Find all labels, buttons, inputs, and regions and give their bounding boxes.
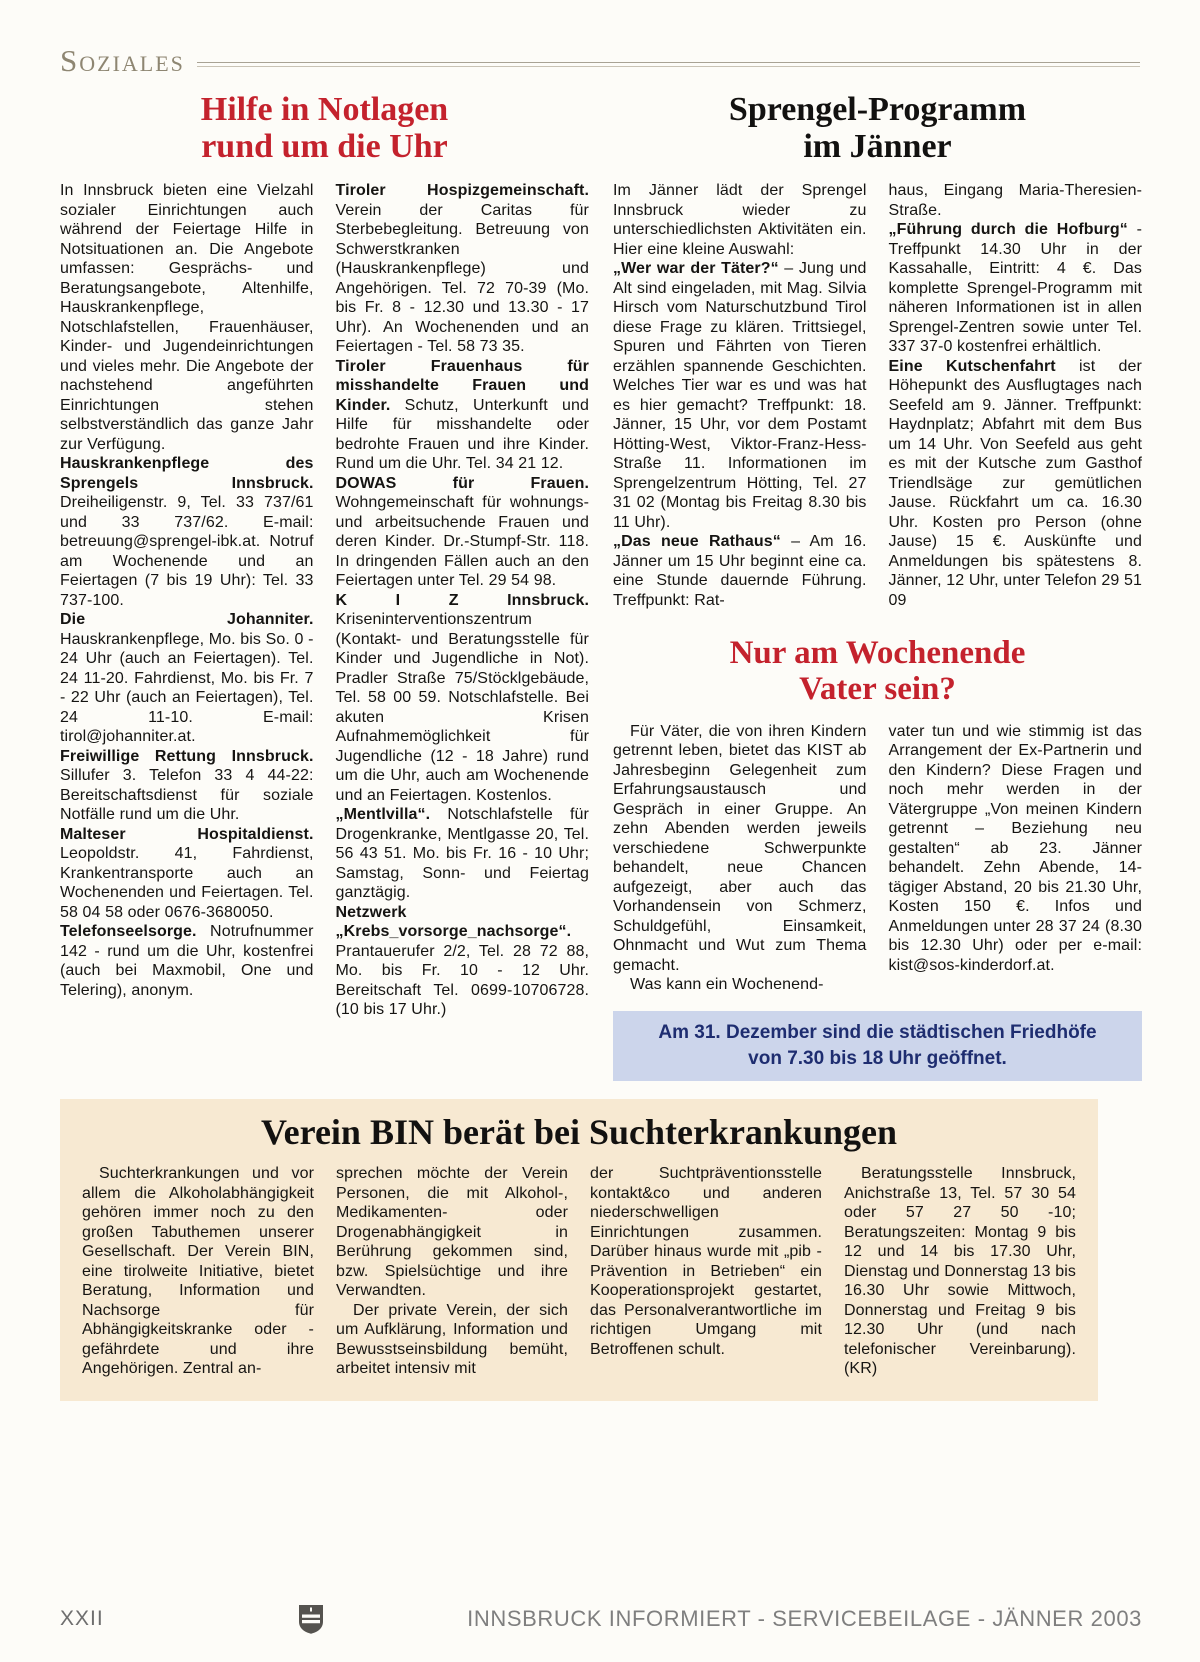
paragraph-text: Sillufer 3. Telefon 33 4 44-22: Bereitschaftsdienst für soziale Notfälle rund um die Uhr. — [60, 767, 314, 824]
headline-line: Sprengel-Programm — [728, 91, 1027, 128]
paragraph-text: Kriseninterventionszentrum (Kontakt- und Beratungsstelle für Kinder und Jugendliche in Not). Pradler Straße 75/Stöcklgebäude, Tel. 58 00 59. Notschlafstelle. Bei akuten Krisen Aufnahmemöglichkeit für Jugendliche (12 - 18 Jahre) rund um die Uhr, auch am Wochenende und an Feiertagen. Kostenlos. — [335, 611, 589, 804]
paragraph-text: Prantauerufer 2/2, Tel. 28 72 88, Mo. bis Fr. 10 - 12 Uhr. Bereitschaft Tel. 0699-10706728. (10 bis 17 Uhr.) — [335, 942, 589, 1019]
headline-line: Vater sein? — [799, 671, 956, 708]
paragraph-lead: Hauskrankenpflege des Sprengels Innsbruck. — [60, 455, 314, 492]
paragraph — [844, 1164, 1076, 1379]
header-rule — [197, 62, 1140, 67]
headline-line: Hilfe in Notlagen — [200, 91, 449, 128]
paragraph — [613, 532, 867, 610]
section-header — [60, 40, 1142, 76]
paragraph — [60, 747, 314, 825]
article-sprengel — [613, 92, 1142, 610]
text-column — [336, 1164, 568, 1379]
paragraph — [889, 357, 1143, 611]
notice-line: von 7.30 bis 18 Uhr geöffnet. — [748, 1047, 1007, 1069]
content-grid — [60, 90, 1142, 1081]
text-column — [613, 181, 867, 610]
friedhof-notice-box — [613, 1011, 1142, 1081]
paragraph-text: Dreiheiligenstr. 9, Tel. 33 737/61 und 33 737/62. E-mail: betreuung@sprengel-ibk.at. Notruf am Wochenende und an Feiertagen (7 bis 19 Uhr): Tel. 33 737-100. — [60, 494, 314, 609]
paragraph — [613, 259, 867, 532]
paragraph-lead: „Das neue Rathaus“ — [613, 533, 792, 551]
paragraph-lead: „Führung durch die Hofburg“ — [888, 221, 1137, 239]
paragraph-text: Im Jänner lädt der Sprengel Innsbruck wieder zu unterschiedlichsten Aktivitäten ein. Hier eine kleine Auswahl: — [613, 182, 867, 258]
paragraph — [336, 1301, 568, 1379]
paragraph-text: Hauskrankenpflege, Mo. bis So. 0 - 24 Uhr (auch an Feiertagen). Tel. 24 11-20. Fahrdienst, Mo. bis Fr. 7 - 22 Uhr (auch an Feiertagen), Tel. 24 11-10. E-mail: tirol@johanniter.at. — [60, 630, 314, 746]
paragraph-text: - Treffpunkt 14.30 Uhr in der Kassahalle, Eintritt: 4 €. Das komplette Sprengel-Programm mit näheren Informationen ist in allen Sprengel-Zentren sowie unter Tel. 337 37-0 kostenfrei erhältlich. — [888, 221, 1142, 356]
paragraph — [613, 722, 867, 976]
headline-line: Nur am Wochenende — [729, 635, 1026, 672]
paragraph — [336, 903, 590, 1020]
paragraph-lead: „Wer war der Täter?“ — [613, 260, 785, 278]
text-column — [889, 722, 1143, 995]
paragraph-lead: Tiroler Hospizgemeinschaft. — [335, 182, 589, 200]
text-column — [590, 1164, 822, 1379]
paragraph — [613, 181, 867, 259]
article-vater — [613, 636, 1142, 994]
paragraph — [889, 722, 1143, 976]
paragraph-text: ist der Höhepunkt des Ausflugtages nach Seefeld am 9. Jänner. Treffpunkt: Haydnplatz; Abfahrt mit dem Bus um 14 Uhr. Von Seefeld aus geht es mit der Kutsche zum Gasthof Triendlsäge zur gemütlichen Jause. Rückfahrt um ca. 16.30 Uhr. Kosten pro Person (ohne Jause) 15 €. Auskünfte und Anmeldungen bis spätestens 8. Jänner, 12 Uhr, unter Telefon 29 51 09 — [888, 357, 1142, 609]
article-hilfe-columns — [60, 181, 589, 1020]
article-sprengel-title — [613, 92, 1142, 165]
paragraph — [60, 454, 314, 610]
paragraph-text: haus, Eingang Maria-Theresien-Straße. — [888, 182, 1142, 219]
page-footer — [60, 1558, 1142, 1634]
article-vater-title — [613, 636, 1142, 707]
paragraph — [60, 922, 314, 1000]
paragraph-text: Suchterkrankungen und vor allem die Alkoholabhängigkeit gehören immer noch zu den großen Tabuthemen unserer Gesellschaft. Der Verein BIN, eine tirolweite Initiative, bietet Beratung, Information und Nachsorge für Abhängigkeitskranke oder -gefährdete und ihre Angehörigen. Zentral an- — [82, 1165, 314, 1377]
headline-line: rund um die Uhr — [201, 127, 448, 165]
paragraph-lead: K I Z Innsbruck. — [335, 591, 589, 609]
paragraph-text: der Suchtpräventionsstelle kontakt&co und anderen niederschwelligen Einrichtungen zusammen. Darüber hinaus wurde mit „pib - Prävention in Betrieben“ ein Kooperationsprojekt gestartet, das Personalverantwortliche im richtigen Umgang mit Betroffenen schult. — [590, 1165, 822, 1358]
paragraph — [336, 357, 590, 474]
text-column — [336, 181, 590, 1020]
article-bin-title: Verein BIN berät bei Suchterkrankungen — [260, 1112, 898, 1153]
text-column — [82, 1164, 314, 1379]
paragraph — [590, 1164, 822, 1359]
paragraph — [60, 610, 314, 747]
paragraph-text: – Am 16. Jänner um 15 Uhr beginnt eine ca. eine Stunde dauernde Führung. Treffpunkt: Rat- — [613, 533, 867, 609]
article-hilfe — [60, 90, 589, 1081]
paragraph-text: Notrufnummer 142 - rund um die Uhr, kostenfrei (auch bei Maxmobil, One und Telering), anonym. — [60, 923, 314, 999]
paragraph — [336, 474, 590, 591]
paragraph-text: Der private Verein, der sich um Aufklärung, Information und Bewusstseinsbildung bemüht, arbeitet intensiv mit — [336, 1301, 568, 1377]
article-hilfe-title — [60, 92, 589, 165]
article-bin-columns — [82, 1164, 1076, 1379]
page-number: XXII — [60, 1607, 104, 1630]
paragraph-text: Schutz, Unterkunft und Hilfe für misshandelte oder bedrohte Frauen und ihre Kinder. Rund um die Uhr. Tel. 34 21 12. — [335, 396, 589, 473]
paragraph — [889, 220, 1143, 357]
paragraph — [889, 181, 1143, 220]
paragraph-text: Was kann ein Wochenend- — [630, 976, 824, 994]
right-half — [613, 90, 1142, 1081]
paragraph-lead: Die Johanniter. — [60, 611, 314, 629]
paragraph — [60, 825, 314, 923]
article-vater-columns — [613, 722, 1142, 995]
section-kicker: Soziales — [60, 43, 185, 78]
paragraph-text: Verein der Caritas für Sterbebegleitung. Betreuung von Schwerstkranken (Hauskrankenpflege) und Angehörigen. Tel. 72 70-39 (Mo. bis Fr. 8 - 12.30 und 13.30 - 17 Uhr). An Wochenenden und an Feiertagen - Tel. 58 73 35. — [335, 201, 589, 356]
text-column — [60, 181, 314, 1020]
paragraph-text: Beratungsstelle Innsbruck, Anichstraße 13, Tel. 57 30 54 oder 57 27 50 -10; Beratungszeiten: Montag 9 bis 12 und 14 bis 17.30 Uhr, Dienstag und Donnerstag 13 bis 16.30 Uhr sowie Mittwoch, Donnerstag und Freitag 9 bis 12.30 Uhr (und nach telefonischer Vereinbarung). (KR) — [844, 1165, 1076, 1377]
paragraph-text: vater tun und wie stimmig ist das Arrangement der Ex-Partnerin und den Kindern? Diese Fragen und noch mehr werden in der Vätergruppe „Von meinen Kindern getrennt – Beziehung neu gestalten“ ab 23. Jänner behandelt. Zehn Abende, 14-tägiger Abstand, 20 bis 21.30 Uhr, Kosten 150 €. Infos und Anmeldungen unter 28 37 24 (8.30 bis 12.30 Uhr) oder per e-mail: kist@sos-kinderdorf.at. — [888, 722, 1142, 974]
paragraph-lead: Freiwillige Rettung Innsbruck. — [60, 747, 314, 765]
paragraph-lead: Malteser Hospitaldienst. — [60, 825, 314, 843]
paragraph — [336, 805, 590, 903]
paragraph-lead: Tiroler Frauenhaus für misshandelte Frauen und Kinder. — [335, 357, 589, 414]
paragraph — [336, 591, 590, 806]
paragraph — [336, 181, 590, 357]
paragraph-text: sprechen möchte der Verein Personen, die mit Alkohol-, Medikamenten- oder Drogenabhängigkeit in Berührung gekommen sind, bzw. Spielsüchtige und ihre Verwandten. — [336, 1165, 568, 1299]
paragraph-text: Leopoldstr. 41, Fahrdienst, Krankentransporte auch an Wochenenden und Feiertagen. Tel. 58 04 58 oder 0676-3680050. — [60, 845, 314, 921]
text-column — [889, 181, 1143, 610]
paragraph-lead: Netzwerk „Krebs_vorsorge_nachsorge“. — [335, 903, 572, 941]
paragraph-text: – Jung und Alt sind eingeladen, mit Mag. Silvia Hirsch vom Naturschutzbund Tirol diese Frage zu klären. Trittsiegel, Spuren und Fährten von Tieren erzählen spannende Geschichten. Welches Tier war es und was hat es hier gemacht? Treffpunkt: 18. Jänner, 15 Uhr, vor dem Postamt Hötting-West, Viktor-Franz-Hess-Straße 11. Informationen im Sprengelzentrum Hötting, Tel. 27 31 02 (Montag bis Freitag 8.30 bis 11 Uhr). — [613, 260, 867, 531]
paragraph-lead: Eine Kutschenfahrt — [888, 357, 1079, 375]
paragraph — [60, 181, 314, 454]
paragraph-lead: „Mentlvilla“. — [335, 806, 448, 824]
paragraph-text: In Innsbruck bieten eine Vielzahl sozialer Einrichtungen auch während der Feiertage Hilfe in Notsituationen an. Die Angebote umfassen: Gesprächs- und Beratungsangebote, Altenhilfe, Hauskrankenpflege, Notschlafstellen, Frauenhäuser, Kinder- und Jugendeinrichtungen und vieles mehr. Die Angebote der nachstehend angeführten Einrichtungen stehen selbstverständlich das ganze Jahr zur Verfügung. — [60, 182, 314, 453]
text-column — [844, 1164, 1076, 1379]
text-column — [613, 722, 867, 995]
article-sprengel-columns — [613, 181, 1142, 610]
paragraph-text: Für Väter, die von ihren Kindern getrennt leben, bietet das KIST ab Jahresbeginn Gelegenheit zum Erfahrungsaustausch und Gespräch in einer Gruppe. An zehn Abenden werden jeweils verschiedene Schwerpunkte behandelt, neue Chancen aufgezeigt, aber auch das Vorhandensein von Schmerz, Schuldgefühl, Einsamkeit, Ohnmacht und Wut zum Thema gemacht. — [613, 722, 867, 974]
headline-line: im Jänner — [803, 127, 952, 165]
notice-line: Am 31. Dezember sind die städtischen Friedhöfe — [658, 1021, 1097, 1043]
paragraph — [336, 1164, 568, 1301]
paragraph-lead: Telefonseelsorge. — [60, 923, 211, 941]
innsbruck-crest-icon — [298, 1604, 324, 1634]
paragraph — [613, 975, 867, 995]
article-bin — [60, 1099, 1098, 1400]
paragraph-lead: DOWAS für Frauen. — [335, 474, 589, 492]
paragraph-text: Notschlafstelle für Drogenkranke, Mentlgasse 20, Tel. 56 43 51. Mo. bis Fr. 16 - 10 Uhr; Samstag, Sonn- und Feiertag ganztägig. — [335, 806, 589, 902]
paragraph — [82, 1164, 314, 1379]
footer-title: INNSBRUCK INFORMIERT - SERVICEBEILAGE - JÄNNER 2003 — [467, 1606, 1142, 1631]
paragraph-text: Wohngemeinschaft für wohnungs- und arbeitsuchende Frauen und deren Kinder. Dr.-Stumpf-Str. 118. In dringenden Fällen auch an den Feiertagen unter Tel. 29 54 98. — [335, 494, 589, 590]
